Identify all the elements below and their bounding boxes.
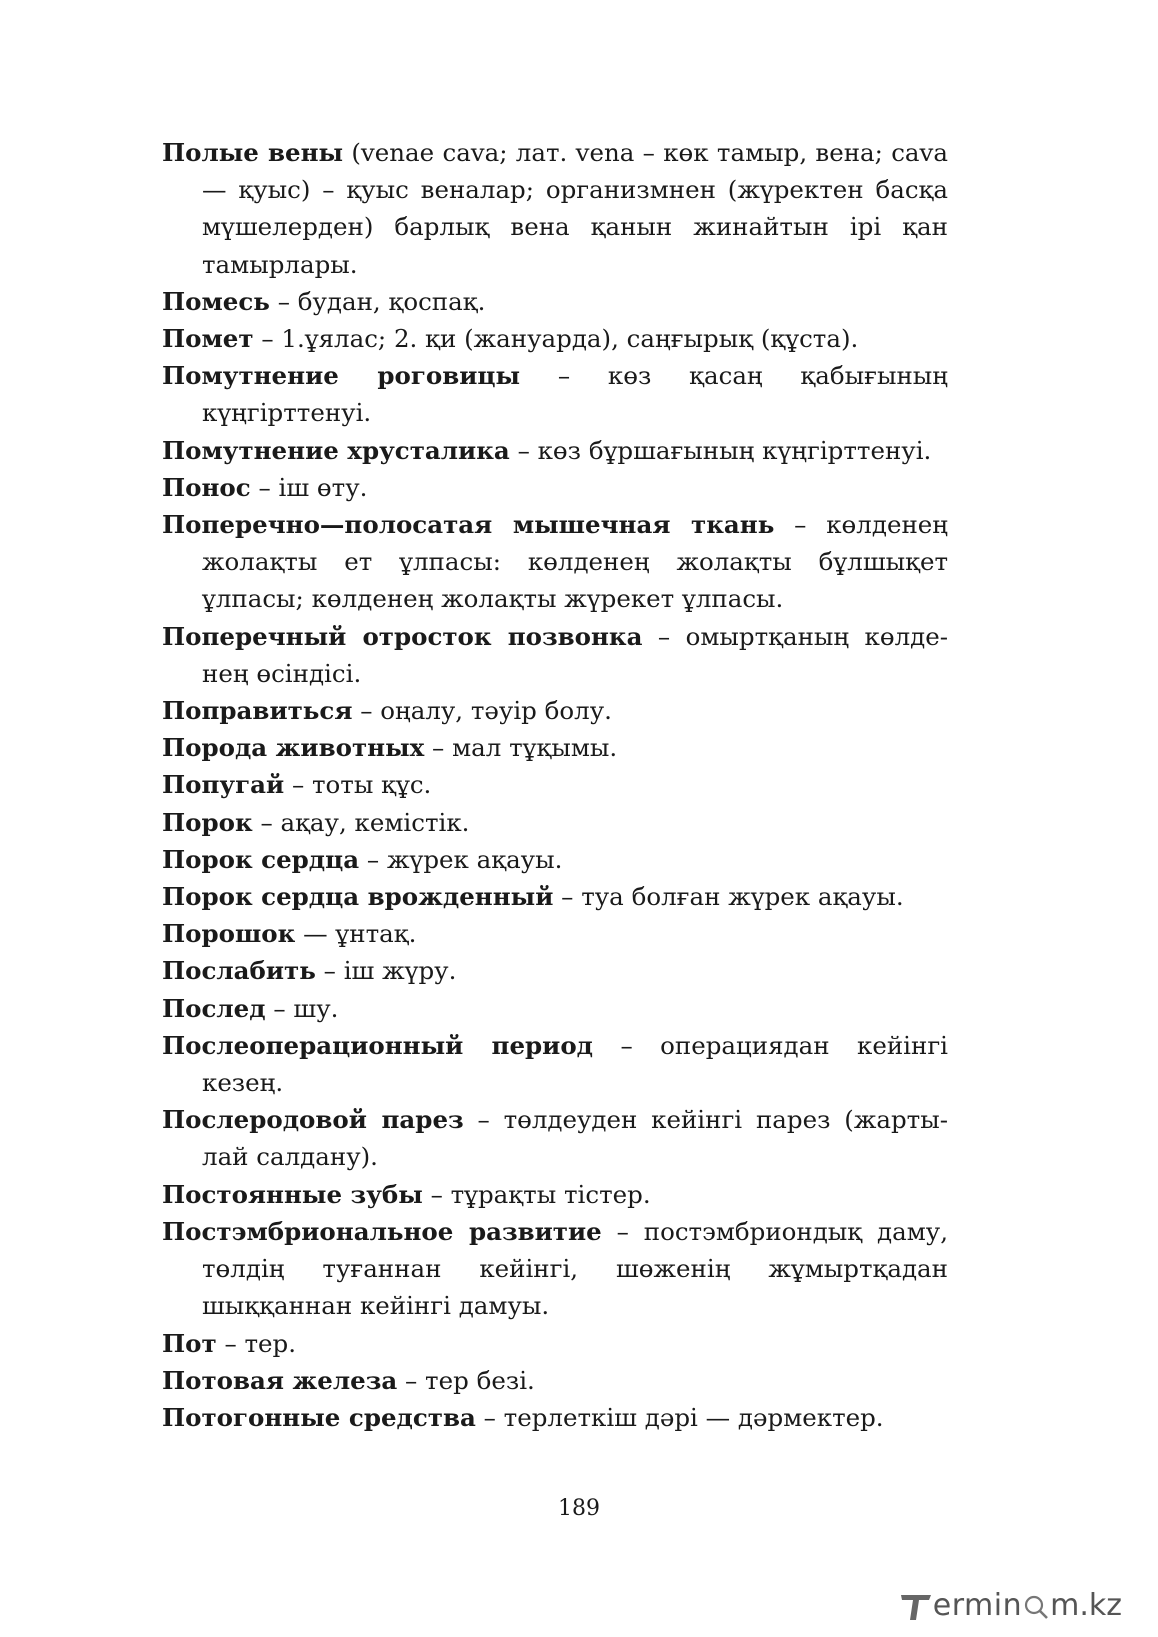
dictionary-entries [162,134,948,1436]
entry-poslabit [162,952,948,989]
entry-definition: – мал тұқымы. [424,733,618,763]
entry-term: Потовая железа [162,1365,398,1395]
entry-postembrionalnoe-razvitie [162,1213,948,1325]
entry-term: Послед [162,993,266,1023]
entry-definition: – ақау, кемістік. [252,807,470,837]
magnifier-icon [1023,1593,1049,1619]
entry-definition: – тоты құс. [284,770,432,800]
entry-term: Порок [162,807,253,837]
entry-definition: – жүрек ақауы. [359,844,563,874]
entry-term: Поправиться [162,696,353,726]
entry-definition: – операциядан кейінгі кезең. [202,1030,948,1098]
entry-term: Пот [162,1328,217,1358]
entry-term: Послеродовой парез [162,1105,464,1135]
entry-term: Поперечно—полосатая мышечная ткань [162,510,775,540]
entry-term: Порок сердца врожденный [162,882,554,912]
entry-porok-serdtsa-vrozhdennyi [162,878,948,915]
entry-definition: — ұнтақ. [295,919,417,949]
entry-pot [162,1325,948,1362]
entry-definition: – тұрақты тістер. [422,1179,651,1209]
watermark-text-part1: ermin [932,1588,1023,1623]
entry-pomes [162,283,948,320]
entry-term: Помутнение хрусталика [162,435,510,465]
entry-definition: – көз бұршағының күңгірттенуі. [509,435,932,465]
entry-term: Постоянные зубы [162,1179,423,1209]
entry-popravitsya [162,692,948,729]
entry-porok [162,804,948,841]
entry-term: Помутнение роговицы [162,361,521,391]
entry-poroshok [162,915,948,952]
entry-definition: – туа болған жүрек ақауы. [553,882,904,912]
watermark-text-part2: m.kz [1050,1588,1122,1623]
entry-pomutnenie-khrustalika [162,432,948,469]
entry-term: Помет [162,324,254,354]
entry-potogonnye-sredstva [162,1399,948,1436]
entry-ponos [162,469,948,506]
entry-posleoperatsionnyi-period [162,1027,948,1101]
entry-definition: – омыртқаның көлде-нең өсіндісі. [202,621,948,688]
entry-term: Помесь [162,286,270,316]
entry-definition: – іш өту. [250,472,368,502]
entry-definition: – терлеткіш дәрі — дәрмектер. [475,1402,884,1432]
entry-postoyannye-zuby [162,1176,948,1213]
entry-porok-serdtsa [162,841,948,878]
entry-term: Порошок [162,919,296,949]
page-number: 189 [558,1496,600,1521]
entry-poperechnyi-otrostok [162,618,948,692]
entry-definition: – оңалу, тәуір болу. [352,696,612,726]
entry-pomet [162,320,948,357]
entry-term: Порок сердца [162,844,360,874]
entry-term: Понос [162,472,251,502]
entry-term: Порода животных [162,733,425,763]
entry-definition: – постэмбриондық даму, төлдің туғаннан кейінгі, шөженің жұмыртқадан шыққаннан кейінгі дамуы. [202,1216,948,1321]
entry-polye-veny [162,134,948,283]
entry-definition: – көлденең жолақты ет ұлпасы: көлденең жолақты бұлшықет ұлпасы; көлденең жолақты жүрекет ұлпасы. [202,510,948,614]
entry-definition: – іш жүру. [315,956,457,986]
entry-term: Послабить [162,956,316,986]
entry-term: Потогонные средства [162,1402,476,1432]
entry-definition: – тер. [216,1328,297,1358]
entry-definition: – төлдеуден кейінгі парез (жарты-лай салдану). [202,1105,948,1172]
entry-poslerodovoi-parez [162,1101,948,1175]
entry-definition: – шу. [265,993,339,1023]
entry-poperechno-polosataya [162,506,948,618]
entry-term: Поперечный отросток позвонка [162,621,643,651]
entry-pomutnenie-rogovitsy [162,357,948,431]
site-watermark [899,1588,1122,1624]
terminkom-t-logo-icon [899,1589,933,1623]
entry-term: Полые вены [162,138,344,167]
entry-poroda-zhivotnykh [162,729,948,766]
entry-potovaya-zheleza [162,1362,948,1399]
entry-term: Постэмбриональное развитие [162,1216,602,1246]
entry-term: Попугай [162,770,285,800]
entry-definition: (venae cava; лат. vena – көк тамыр, вена; cava — қуыс) – қуыс веналар; организмнен (жүректен басқа мүшелерден) барлық вена қанын жинайтын ірі қан тамырлары. [202,138,948,279]
entry-definition: – тер безі. [397,1365,535,1395]
entry-definition: – 1.ұялас; 2. қи (жануарда), саңғырық (құста). [253,324,859,354]
entry-definition: – будан, қоспақ. [269,286,486,316]
entry-popugai [162,766,948,803]
entry-posled [162,990,948,1027]
entry-term: Послеоперационный период [162,1030,594,1060]
entry-definition: – көз қасаң қабығының күңгірттенуі. [202,361,948,428]
